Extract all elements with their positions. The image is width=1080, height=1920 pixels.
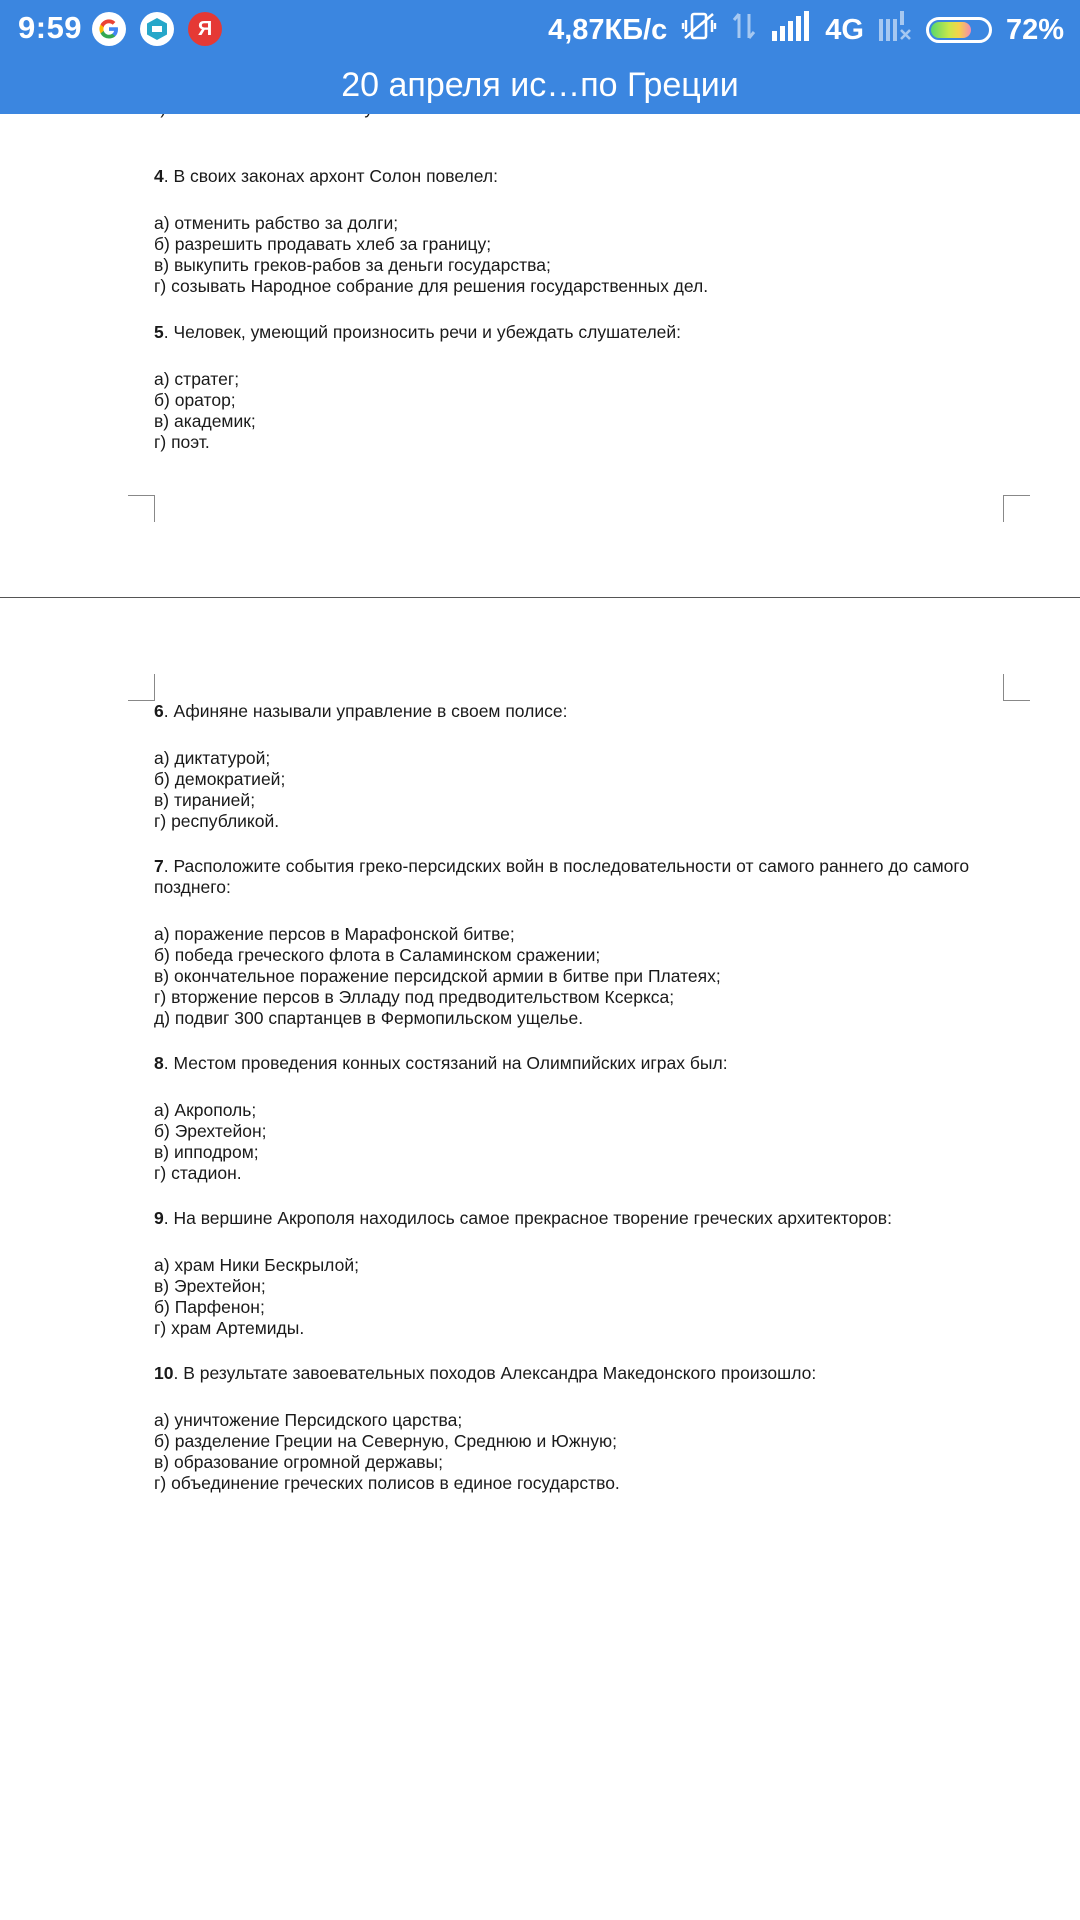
question-5	[154, 322, 974, 453]
question-6	[154, 701, 974, 832]
answer-item: в) академик;	[154, 411, 256, 431]
answer-item: г) вторжение персов в Элладу под предводительством Ксеркса;	[154, 987, 675, 1007]
answer-item: а) Акрополь;	[154, 1100, 257, 1120]
answer-item: б) Эрехтейон;	[154, 1121, 267, 1141]
question-text: 10. В результате завоевательных походов Александра Македонского произошло:	[154, 1363, 817, 1383]
battery-icon	[926, 17, 992, 43]
question-10	[154, 1363, 974, 1494]
answer-item: б) разделение Греции на Северную, Среднюю и Южную;	[154, 1431, 617, 1451]
answer-item: г) созывать Народное собрание для решения государственных дел.	[154, 276, 709, 296]
question-text: 6. Афиняне называли управление в своем полисе:	[154, 701, 568, 721]
answer-item: а) отменить рабство за долги;	[154, 213, 399, 233]
answer-item: а) храм Ники Бескрылой;	[154, 1255, 359, 1275]
google-icon	[92, 12, 126, 46]
answer-item: в) Эрехтейон;	[154, 1276, 266, 1296]
status-bar	[0, 0, 1080, 60]
answer-list	[154, 213, 974, 297]
answer-item: г) республикой.	[154, 811, 280, 831]
answer-list	[154, 924, 974, 1029]
sim-empty-icon	[878, 11, 912, 49]
network-type: 4G	[825, 13, 864, 46]
question-text: 7. Расположите события греко-персидских войн в последовательности от самого раннего до самого позднего:	[154, 856, 970, 897]
answer-item: б) демократией;	[154, 769, 286, 789]
answer-item: г) стадион.	[154, 1163, 242, 1183]
answer-item: б) разрешить продавать хлеб за границу;	[154, 234, 492, 254]
page-separator	[0, 597, 1080, 598]
question-4	[154, 166, 974, 297]
answer-item: в) выкупить греков-рабов за деньги государства;	[154, 255, 551, 275]
question-7	[154, 856, 974, 1029]
answer-item: а) стратег;	[154, 369, 240, 389]
question-text: 5. Человек, умеющий произносить речи и убеждать слушателей:	[154, 322, 682, 342]
question-text: 9. На вершине Акрополя находилось самое прекрасное творение греческих архитекторов:	[154, 1208, 892, 1228]
answer-list	[154, 1410, 974, 1494]
mi-icon	[140, 12, 174, 46]
signal-icon	[771, 11, 811, 49]
question-text: 4. В своих законах архонт Солон повелел:	[154, 166, 498, 186]
answer-item: г) объединение греческих полисов в единое государство.	[154, 1473, 620, 1493]
answer-item: г) поэт.	[154, 432, 210, 452]
battery-percent: 72%	[1005, 13, 1064, 46]
answer-item: д) подвиг 300 спартанцев в Фермопильском ущелье.	[154, 1008, 584, 1028]
answer-item: б) Парфенон;	[154, 1297, 265, 1317]
answer-item: в) ипподром;	[154, 1142, 259, 1162]
answer-item: а) диктатурой;	[154, 748, 271, 768]
answer-item: б) победа греческого флота в Саламинском сражении;	[154, 945, 601, 965]
answer-item: в) окончательное поражение персидской армии в битве при Платеях;	[154, 966, 721, 986]
yandex-icon: Я	[188, 12, 222, 46]
status-time: 9:59	[18, 10, 83, 45]
notification-icons	[92, 12, 236, 46]
answer-item: г) храм Артемиды.	[154, 1318, 305, 1338]
page-corner-mark	[1003, 674, 1030, 701]
answer-item: а) поражение персов в Марафонской битве;	[154, 924, 515, 944]
answer-list	[154, 748, 974, 832]
page-corner-mark	[1003, 495, 1030, 522]
answer-item: в) тиранией;	[154, 790, 256, 810]
answer-list	[154, 369, 974, 453]
question-text: 8. Местом проведения конных состязаний на Олимпийских играх был:	[154, 1053, 728, 1073]
answer-item: б) оратор;	[154, 390, 236, 410]
data-arrows-icon	[731, 10, 757, 50]
question-8	[154, 1053, 974, 1184]
document-title: 20 апреля ис…по Греции	[341, 66, 739, 104]
page-corner-mark	[128, 495, 155, 522]
status-indicators	[548, 10, 1064, 50]
page-corner-mark	[128, 674, 155, 701]
question-9	[154, 1208, 974, 1339]
answer-list	[154, 1100, 974, 1184]
vibrate-off-icon	[681, 10, 717, 50]
answer-list	[154, 1255, 974, 1339]
app-header	[0, 0, 1080, 114]
answer-item: а) уничтожение Персидского царства;	[154, 1410, 463, 1430]
network-speed: 4,87КБ/с	[548, 13, 668, 46]
answer-item: в) образование огромной державы;	[154, 1452, 443, 1472]
battery-level	[931, 22, 971, 38]
